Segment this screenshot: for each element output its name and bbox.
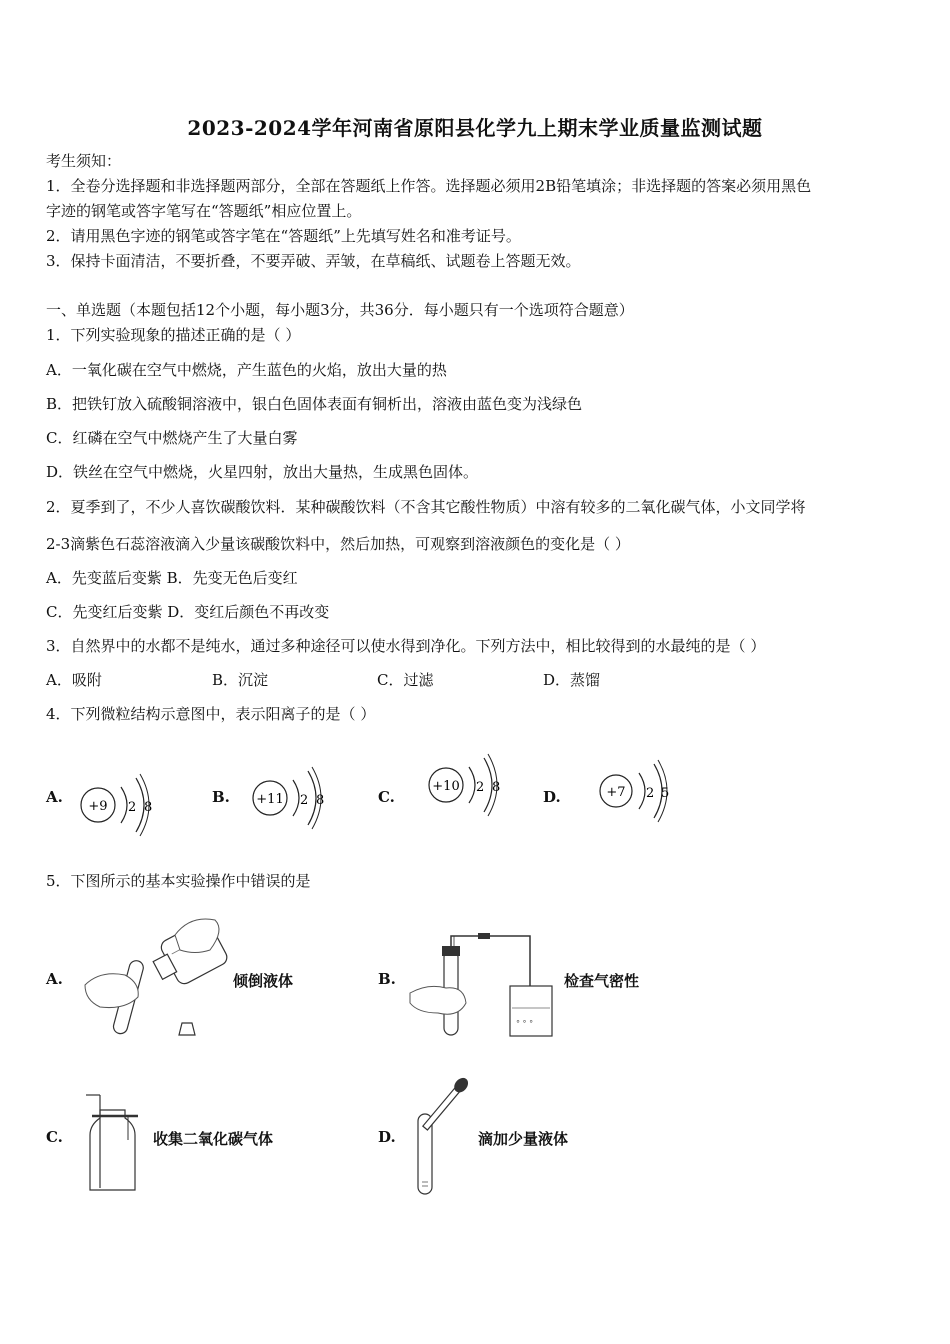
page-title: 2023-2024学年河南省原阳县化学九上期末学业质量监测试题 [187, 116, 763, 140]
notice-item-3: 3．保持卡面清洁，不要折叠，不要弄破、弄皱，在草稿纸、试题卷上答题无效。 [46, 252, 581, 270]
section-heading: 一、单选题（本题包括12个小题，每小题3分，共36分．每小题只有一个选项符合题意） [46, 301, 634, 319]
q4-d-nucleus: +7 [606, 785, 626, 800]
q5-label-b: B. [378, 970, 396, 988]
q4-c-shell-1: 2 [476, 780, 485, 795]
q5-label-a: A. [46, 970, 63, 988]
q4-c-shell-2: 8 [492, 780, 501, 795]
q1-stem: 1．下列实验现象的描述正确的是（ ） [46, 326, 301, 344]
q1-option-b: B．把铁钉放入硫酸铜溶液中，银白色固体表面有铜析出，溶液由蓝色变为浅绿色 [46, 395, 583, 413]
notice-item-1-line-2: 字迹的钢笔或答字笔写在“答题纸”相应位置上。 [46, 202, 362, 220]
q2-stem: 2．夏季到了，不少人喜饮碳酸饮料．某种碳酸饮料（不含其它酸性物质）中溶有较多的二氧化碳气体，小文同学将 [46, 498, 806, 516]
q4-stem: 4．下列微粒结构示意图中，表示阳离子的是（ ） [46, 705, 376, 723]
q5-label-d: D. [378, 1128, 396, 1146]
q4-b-nucleus: +11 [256, 792, 284, 807]
q5-text-c: 收集二氧化碳气体 [153, 1130, 274, 1148]
q5-label-c: C. [46, 1128, 63, 1146]
notice-item-2: 2．请用黑色字迹的钢笔或答字笔在“答题纸”上先填写姓名和准考证号。 [46, 227, 521, 245]
q4-label-d: D. [543, 788, 561, 806]
q4-b-shell-1: 2 [300, 793, 309, 808]
q4-a-shell-2: 8 [144, 800, 153, 815]
q1-option-a: A．一氧化碳在空气中燃烧，产生蓝色的火焰，放出大量的热 [46, 361, 447, 379]
q3-option-c: C．过滤 [377, 671, 434, 689]
q5-illustration-a [80, 905, 230, 1045]
q4-b-shell-2: 8 [316, 793, 325, 808]
q4-diagram-c [426, 752, 506, 818]
q4-a-nucleus: +9 [88, 799, 108, 814]
q5-illustration-c [80, 1090, 145, 1195]
q4-label-c: C. [378, 788, 395, 806]
q1-option-d: D．铁丝在空气中燃烧，火星四射，放出大量热，生成黑色固体。 [46, 463, 479, 481]
q5-illustration-b [408, 928, 563, 1040]
q4-diagram-a [78, 770, 158, 836]
q4-a-shell-1: 2 [128, 800, 137, 815]
notice-item-1-line-1: 1．全卷分选择题和非选择题两部分，全部在答题纸上作答。选择题必须用2B铅笔填涂；非选择题的答案必须用黑色 [46, 177, 812, 195]
q5-text-a: 倾倒液体 [233, 972, 294, 990]
q4-label-b: B. [212, 788, 230, 806]
q3-option-b: B．沉淀 [212, 671, 269, 689]
q5-text-b: 检查气密性 [564, 972, 640, 990]
q2-stem-continued: 2-3滴紫色石蕊溶液滴入少量该碳酸饮料中，然后加热，可观察到溶液颜色的变化是（ ） [46, 535, 630, 553]
q4-diagram-b [250, 765, 330, 831]
q4-diagram-d [598, 758, 678, 824]
notice-heading: 考生须知： [46, 152, 122, 170]
q3-stem: 3．自然界中的水都不是纯水，通过多种途径可以使水得到净化。下列方法中，相比较得到的水最纯的是（ ） [46, 637, 766, 655]
q4-d-shell-2: 5 [661, 786, 670, 801]
q4-label-a: A. [46, 788, 63, 806]
q1-option-c: C．红磷在空气中燃烧产生了大量白雾 [46, 429, 298, 447]
q5-illustration-d [412, 1072, 472, 1197]
q2-options-cd: C．先变红后变紫 D．变红后颜色不再改变 [46, 603, 330, 621]
q2-options-ab: A．先变蓝后变紫 B．先变无色后变红 [46, 569, 298, 587]
q4-c-nucleus: +10 [432, 779, 460, 794]
q5-text-d: 滴加少量液体 [478, 1130, 569, 1148]
q5-stem: 5．下图所示的基本实验操作中错误的是 [46, 872, 311, 890]
q4-d-shell-1: 2 [646, 786, 655, 801]
q3-option-d: D．蒸馏 [543, 671, 601, 689]
bubble-icon: ° ° ° [516, 1019, 534, 1028]
q3-option-a: A．吸附 [46, 671, 102, 689]
